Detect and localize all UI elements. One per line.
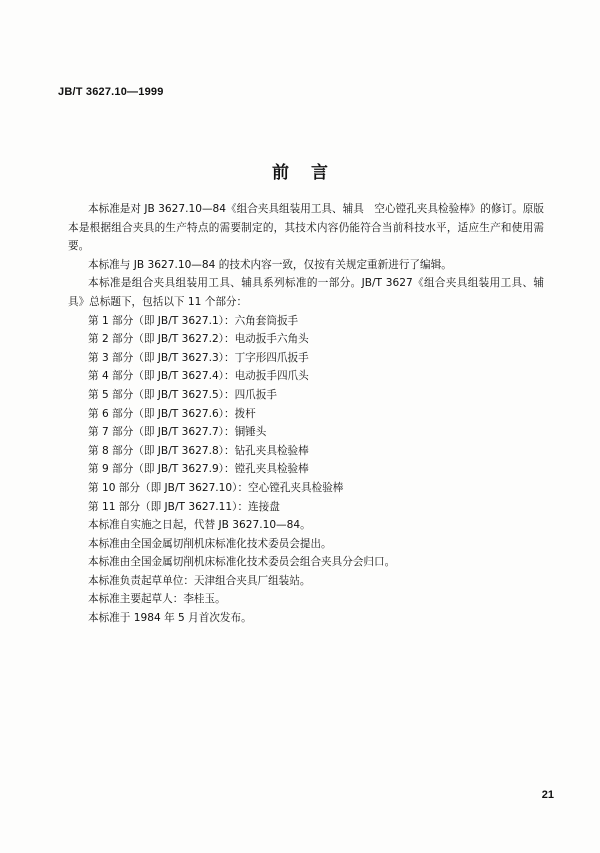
page-title: 前言 — [272, 163, 350, 183]
list-item: 第 5 部分（即 JB/T 3627.5）：四爪扳手 — [88, 388, 277, 401]
paragraph-revision: 本标准是对 JB 3627.10—84《组合夹具组装用工具、辅具 空心镗孔夹具检验棒》的修订。原版本是根据组合夹具的生产特点的需要制定的，其技术内容仍能符合当前科技水平，适应生产和使用需要。 — [68, 203, 544, 253]
paragraph-drafting-unit: 本标准负责起草单位：天津组合夹具厂组装站。 — [88, 574, 311, 587]
paragraph-consistency: 本标准与 JB 3627.10—84 的技术内容一致，仅按有关规定重新进行了编辑。 — [88, 258, 452, 271]
paragraph-proposed-by: 本标准由全国金属切削机床标准化技术委员会提出。 — [88, 537, 332, 550]
list-item: 第 3 部分（即 JB/T 3627.3）：丁字形四爪扳手 — [88, 351, 309, 364]
parts-list — [68, 312, 544, 517]
list-item: 第 6 部分（即 JB/T 3627.6）：拨杆 — [88, 407, 256, 420]
list-item: 第 9 部分（即 JB/T 3627.9）：镗孔夹具检验棒 — [88, 463, 309, 476]
page-number: 21 — [541, 789, 554, 801]
list-item: 第 7 部分（即 JB/T 3627.7）：铜锤头 — [88, 426, 267, 439]
list-item: 第 2 部分（即 JB/T 3627.2）：电动扳手六角头 — [88, 333, 309, 346]
list-item: 第 11 部分（即 JB/T 3627.11）：连接盘 — [88, 500, 280, 513]
list-item: 第 4 部分（即 JB/T 3627.4）：电动扳手四爪头 — [88, 370, 309, 383]
list-item: 第 10 部分（即 JB/T 3627.10）：空心镗孔夹具检验棒 — [88, 481, 344, 494]
paragraph-series: 本标准是组合夹具组装用工具、辅具系列标准的一部分。JB/T 3627《组合夹具组装用工具、辅具》总标题下，包括以下 11 个部分： — [68, 277, 544, 308]
paragraph-first-issued: 本标准于 1984 年 5 月首次发布。 — [88, 612, 252, 625]
list-item: 第 8 部分（即 JB/T 3627.8）：钻孔夹具检验棒 — [88, 444, 309, 457]
paragraph-replaces: 本标准自实施之日起，代替 JB 3627.10—84。 — [88, 519, 311, 532]
list-item: 第 1 部分（即 JB/T 3627.1）：六角套筒扳手 — [88, 314, 299, 327]
foreword-body — [68, 200, 544, 628]
paragraph-administered-by: 本标准由全国金属切削机床标准化技术委员会组合夹具分会归口。 — [88, 556, 396, 569]
standard-number: JB/T 3627.10—1999 — [58, 86, 164, 98]
paragraph-drafter: 本标准主要起草人：李桂玉。 — [88, 593, 226, 606]
